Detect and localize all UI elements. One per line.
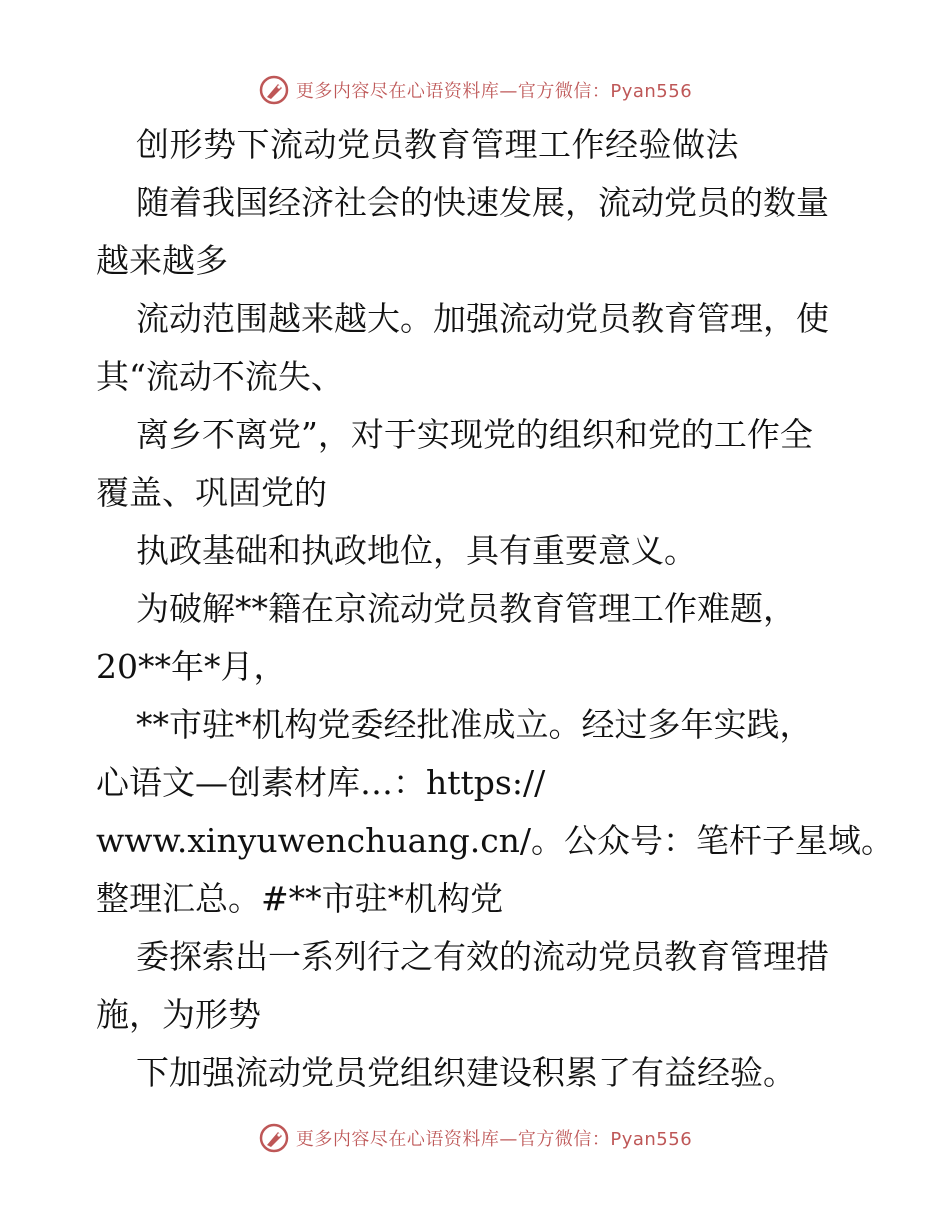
paragraph-line: 施，为形势 <box>96 995 261 1034</box>
paragraph-line: 执政基础和执政地位，具有重要意义。 <box>136 531 697 570</box>
watermark-text: 更多内容尽在心语资料库—官方微信：Pyan556 <box>295 1129 693 1150</box>
pen-nib-circle-icon <box>258 1122 290 1154</box>
paragraph-line: 为破解**籍在京流动党员教育管理工作难题， <box>136 589 796 628</box>
document-body <box>96 116 895 1102</box>
paragraph-line: 下加强流动党员党组织建设积累了有益经验。 <box>136 1053 796 1092</box>
header-watermark <box>0 70 950 110</box>
paragraph-line: **市驻*机构党委经批准成立。经过多年实践， <box>136 705 813 744</box>
paragraph-line: 整理汇总。#**市驻*机构党 <box>96 879 504 918</box>
pen-nib-circle-icon <box>258 74 290 106</box>
document-title: 创形势下流动党员教育管理工作经验做法 <box>136 125 739 164</box>
paragraph-line: 委探索出一系列行之有效的流动党员教育管理措 <box>136 937 829 976</box>
paragraph-line: 20**年*月， <box>96 647 287 686</box>
paragraph-line: 心语文—创素材库…：https:// <box>96 763 546 802</box>
paragraph-line: 越来越多 <box>96 241 228 280</box>
footer-watermark <box>0 1118 950 1158</box>
paragraph-line: 离乡不离党”，对于实现党的组织和党的工作全 <box>136 415 813 454</box>
paragraph-line: 覆盖、巩固党的 <box>96 473 327 512</box>
paragraph-line: 流动范围越来越大。加强流动党员教育管理，使 <box>136 299 829 338</box>
paragraph-line: 其“流动不流失、 <box>96 357 344 396</box>
paragraph-line: 随着我国经济社会的快速发展，流动党员的数量 <box>136 183 829 222</box>
watermark-text: 更多内容尽在心语资料库—官方微信：Pyan556 <box>295 81 693 102</box>
paragraph-line: www.xinyuwenchuang.cn/。公众号：笔杆子星域。 <box>96 821 895 860</box>
